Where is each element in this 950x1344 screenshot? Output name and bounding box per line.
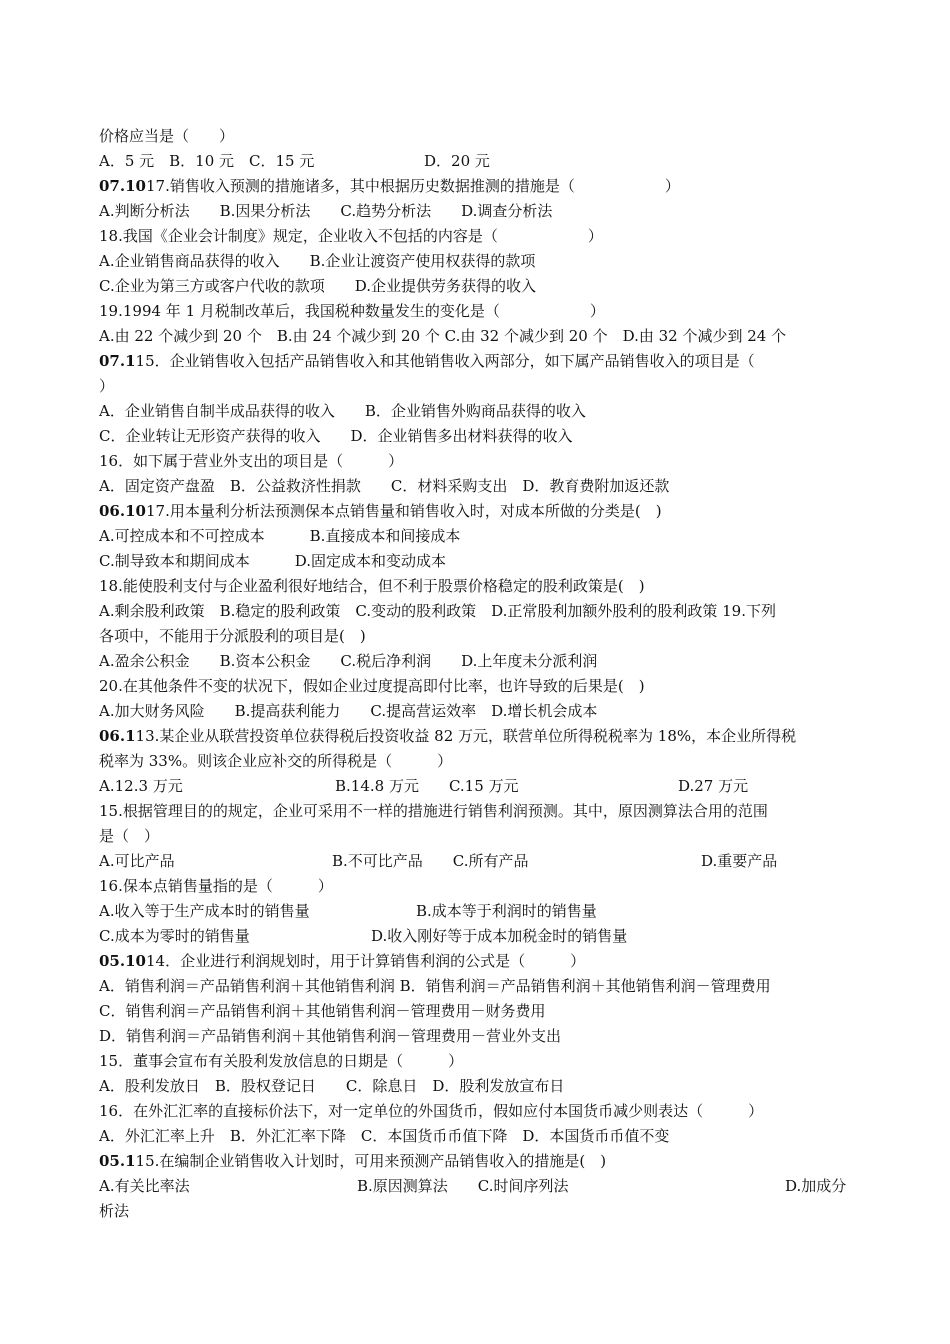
text-line (99, 174, 854, 199)
text-line (99, 549, 854, 574)
text-segment: 15．董事会宣布有关股利发放信息的日期是（ ） (99, 1052, 464, 1070)
text-segment: A.有关比率法 (99, 1177, 190, 1195)
text-line (99, 1074, 854, 1099)
text-line (99, 924, 854, 949)
text-segment: B.原因测算法 C.时间序列法 (357, 1177, 569, 1195)
text-line (99, 1099, 854, 1124)
question-date-label: 06.1 (99, 727, 136, 745)
text-line (99, 1149, 854, 1174)
text-line (99, 1024, 854, 1049)
question-date-label: 05.1 (99, 1152, 136, 1170)
text-segment: C.制导致本和期间成本 D.固定成本和变动成本 (99, 552, 446, 570)
text-segment: 价格应当是（ ） (99, 127, 235, 145)
text-line (99, 624, 854, 649)
text-segment: 17.销售收入预测的措施诸多，其中根据历史数据推测的措施是（ ） (145, 177, 680, 195)
text-segment: A．固定资产盘盈 B．公益救济性捐款 C．材料采购支出 D．教育费附加返还款 (99, 477, 670, 495)
question-date-label: 05.10 (99, 952, 146, 970)
text-segment: 16.保本点销售量指的是（ ） (99, 877, 333, 895)
text-segment: C.企业为第三方或客户代收的款项 D.企业提供劳务获得的收入 (99, 277, 536, 295)
text-segment: C．销售利润＝产品销售利润＋其他销售利润－管理费用－财务费用 (99, 1002, 546, 1020)
text-segment: 是（ ） (99, 827, 160, 845)
text-line (99, 449, 854, 474)
text-line (99, 1049, 854, 1074)
text-line (99, 399, 854, 424)
text-line (99, 499, 854, 524)
text-segment: 19.1994 年 1 月税制改革后，我国税种数量发生的变化是（ ） (99, 302, 605, 320)
text-line (99, 1174, 854, 1199)
text-segment: A.盈余公积金 B.资本公积金 C.税后净利润 D.上年度未分派利润 (99, 652, 598, 670)
text-segment: 15．企业销售收入包括产品销售收入和其他销售收入两部分，如下属产品销售收入的项目是（ (135, 352, 755, 370)
text-line (99, 424, 854, 449)
question-date-label: 07.10 (99, 177, 146, 195)
text-segment: A．企业销售自制半成品获得的收入 B．企业销售外购商品获得的收入 (99, 402, 586, 420)
text-line (99, 824, 854, 849)
text-segment: C．企业转让无形资产获得的收入 D．企业销售多出材料获得的收入 (99, 427, 573, 445)
text-segment: A.企业销售商品获得的收入 B.企业让渡资产使用权获得的款项 (99, 252, 536, 270)
text-segment: A.由 22 个减少到 20 个 B.由 24 个减少到 20 个 C.由 32 个减少到 20 个 D.由 32 个减少到 24 个 (99, 327, 787, 345)
text-line (99, 574, 854, 599)
text-segment: B.成本等于利润时的销售量 (416, 902, 597, 920)
text-line (99, 124, 854, 149)
text-line (99, 149, 854, 174)
text-segment: D.重要产品 (701, 852, 778, 870)
text-line (99, 774, 854, 799)
text-line (99, 374, 854, 399)
text-line (99, 649, 854, 674)
text-line (99, 599, 854, 624)
question-date-label: 06.10 (99, 502, 146, 520)
text-segment: D．20 元 (424, 152, 490, 170)
text-segment: A.12.3 万元 (99, 777, 183, 795)
text-segment: 16．如下属于营业外支出的项目是（ ） (99, 452, 404, 470)
text-line (99, 674, 854, 699)
text-line (99, 899, 854, 924)
text-line (99, 999, 854, 1024)
text-line (99, 849, 854, 874)
text-segment: 20.在其他条件不变的状况下，假如企业过度提高即付比率，也许导致的后果是( ) (99, 677, 645, 695)
text-line (99, 724, 854, 749)
text-line (99, 799, 854, 824)
text-segment: 15.根据管理目的的规定，企业可采用不一样的措施进行销售利润预测。其中，原因测算法合用的范围 (99, 802, 768, 820)
text-line (99, 324, 854, 349)
text-segment: B.14.8 万元 C.15 万元 (335, 777, 519, 795)
document-page (99, 124, 854, 1224)
text-line (99, 224, 854, 249)
text-segment: ） (99, 377, 115, 395)
text-segment: C.成本为零时的销售量 (99, 927, 250, 945)
text-segment: 税率为 33%。则该企业应补交的所得税是（ ） (99, 752, 453, 770)
text-line (99, 949, 854, 974)
text-line (99, 699, 854, 724)
text-line (99, 1199, 854, 1224)
text-segment: A．外汇汇率上升 B．外汇汇率下降 C．本国货币币值下降 D．本国货币币值不变 (99, 1127, 670, 1145)
text-line (99, 524, 854, 549)
text-segment: D．销售利润＝产品销售利润＋其他销售利润－管理费用－营业外支出 (99, 1027, 562, 1045)
question-date-label: 07.1 (99, 352, 136, 370)
text-segment: D.收入刚好等于成本加税金时的销售量 (371, 927, 628, 945)
text-segment: A.收入等于生产成本时的销售量 (99, 902, 310, 920)
text-segment: A.可比产品 (99, 852, 175, 870)
text-segment: 14．企业进行利润规划时，用于计算销售利润的公式是（ ） (145, 952, 586, 970)
text-line (99, 474, 854, 499)
text-line (99, 249, 854, 274)
text-segment: 13.某企业从联营投资单位获得税后投资收益 82 万元，联营单位所得税税率为 18%，本企业所得税 (135, 727, 797, 745)
text-segment: A．股利发放日 B．股权登记日 C．除息日 D．股利发放宣布日 (99, 1077, 565, 1095)
text-segment: A.判断分析法 B.因果分析法 C.趋势分析法 D.调查分析法 (99, 202, 553, 220)
text-segment: 18.能使股利支付与企业盈利很好地结合，但不利于股票价格稳定的股利政策是( ) (99, 577, 645, 595)
text-segment: A.加大财务风险 B.提高获利能力 C.提高营运效率 D.增长机会成本 (99, 702, 598, 720)
text-line (99, 349, 854, 374)
text-segment: B.不可比产品 C.所有产品 (332, 852, 529, 870)
text-line (99, 1124, 854, 1149)
text-segment: A.剩余股利政策 B.稳定的股利政策 C.变动的股利政策 D.正常股利加额外股利的股利政策 19.下列 (99, 602, 776, 620)
text-segment: A．销售利润＝产品销售利润＋其他销售利润 B．销售利润＝产品销售利润＋其他销售利润－管理费用 (99, 977, 771, 995)
text-line (99, 749, 854, 774)
text-segment: 析法 (99, 1202, 130, 1220)
text-segment: 17.用本量利分析法预测保本点销售量和销售收入时，对成本所做的分类是( ) (145, 502, 662, 520)
text-segment: 18.我国《企业会计制度》规定，企业收入不包括的内容是（ ） (99, 227, 603, 245)
text-segment: A．5 元 B．10 元 C．15 元 (99, 152, 315, 170)
text-line (99, 874, 854, 899)
text-line (99, 274, 854, 299)
text-segment: 15.在编制企业销售收入计划时，可用来预测产品销售收入的措施是( ) (135, 1152, 607, 1170)
text-segment: D.27 万元 (678, 777, 749, 795)
text-line (99, 299, 854, 324)
text-segment: 各项中，不能用于分派股利的项目是( ) (99, 627, 366, 645)
text-segment: 16．在外汇汇率的直接标价法下，对一定单位的外国货币，假如应付本国货币减少则表达（ ） (99, 1102, 764, 1120)
text-line (99, 199, 854, 224)
text-segment: A.可控成本和不可控成本 B.直接成本和间接成本 (99, 527, 461, 545)
text-line (99, 974, 854, 999)
text-segment: D.加成分 (785, 1177, 847, 1195)
